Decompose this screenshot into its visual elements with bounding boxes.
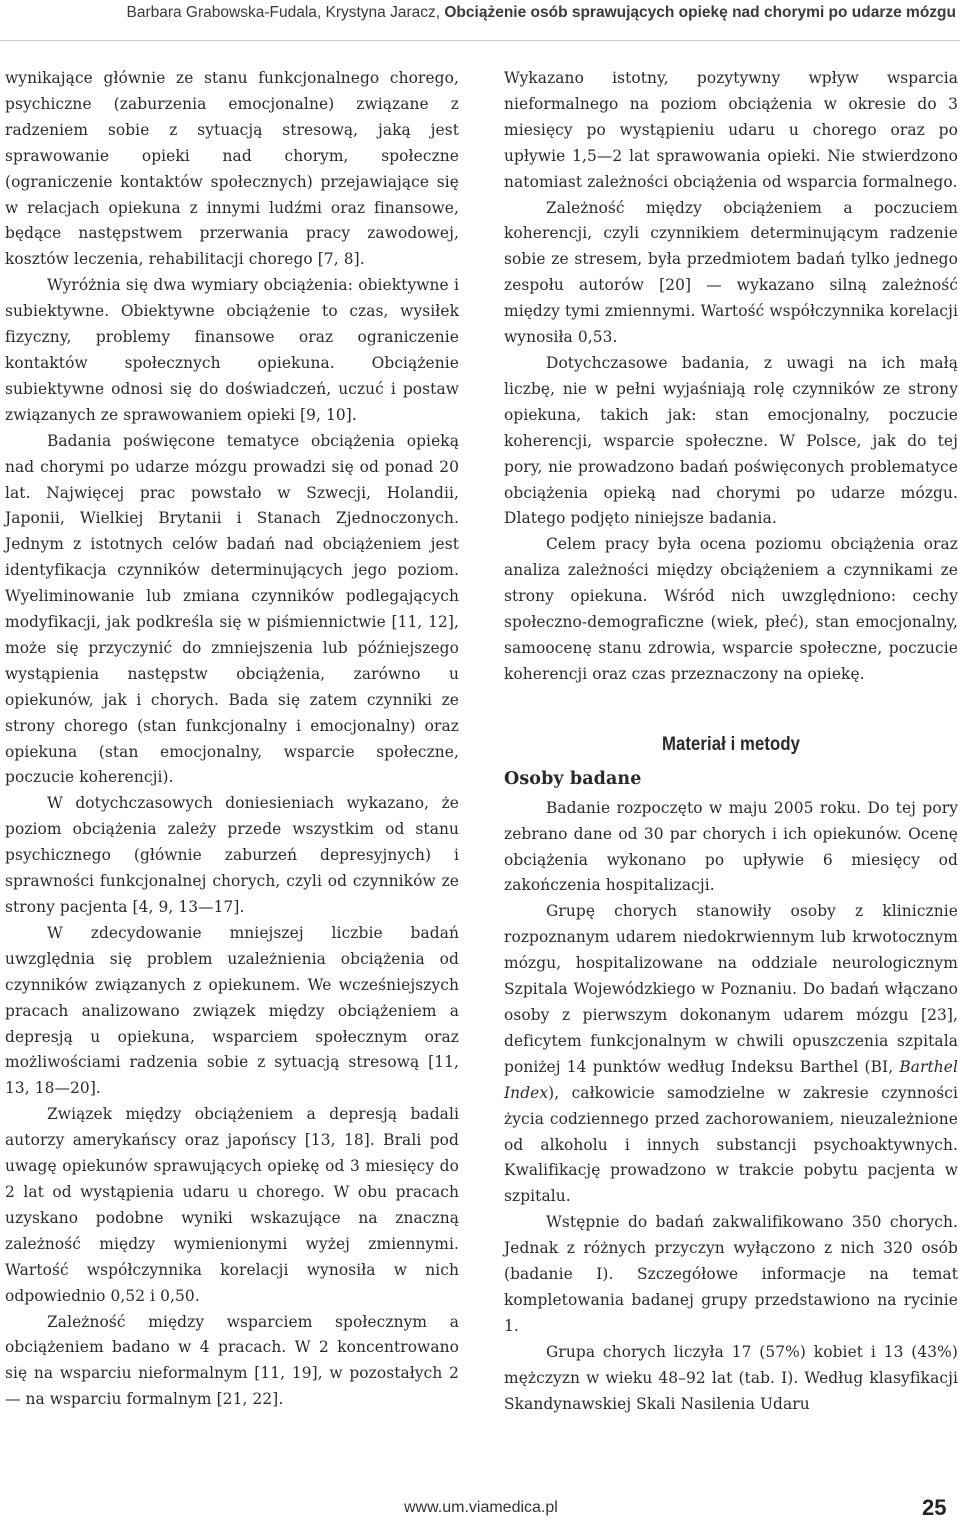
body-paragraph: Wstępnie do badań zakwalifikowano 350 chorych. Jednak z różnych przyczyn wyłączono z nich 320 osób (badanie I). Szczegółowe informacje na temat kompletowania badanej grupy przedstawiono na rycinie 1.: [504, 1213, 958, 1335]
footer-url: www.um.viamedica.pl: [404, 1499, 558, 1516]
running-head-authors: Barbara Grabowska-Fudala, Krystyna Jaracz,: [126, 4, 441, 21]
body-paragraph: Grupa chorych liczyła 17 (57%) kobiet i 13 (43%) mężczyzn w wieku 48–92 lat (tab. I). Według klasyfikacji Skandynawskiej Skali Nasilenia Udaru: [504, 1342, 958, 1413]
body-paragraph: Dotychczasowe badania, z uwagi na ich małą liczbę, nie w pełni wyjaśniają rolę czynników ze strony opiekuna, takich jak: stan emocjonalny, poczucie koherencji, wsparcie społeczne. W Polsce, jak do tej pory, nie prowadzono badań poświęconych problematyce obciążenia opieką nad chorymi po udarze mózgu. Dlatego podjęto niniejsze badania.: [504, 353, 958, 528]
body-paragraph: wynikające głównie ze stanu funkcjonalnego chorego, psychiczne (zaburzenia emocjonalne) związane z radzeniem sobie z sytuacją stresową, jaką jest sprawowanie opieki nad chorym, społeczne (ograniczenie kontaktów społecznych) przejawiające się w relacjach opiekuna z innymi ludźmi oraz finansowe, będące następstwem przerwania pracy zawodowej, kosztów leczenia, rehabilitacji chorego [7, 8].: [5, 69, 459, 269]
section-heading: Materiał i metody: [661, 733, 801, 755]
body-paragraph: Celem pracy była ocena poziomu obciążenia oraz analiza zależności między obciążeniem a czynnikami ze strony opiekuna. Wśród nich uwzględniono: cechy społeczno-demograficzne (wiek, płeć), stan emocjonalny, samoocenę stanu zdrowia, wsparcie społeczne, poczucie koherencji oraz czas przeznaczony na opiekę.: [504, 535, 958, 683]
right-column: [504, 66, 958, 1418]
running-head: [6, 4, 956, 22]
body-paragraph: Związek między obciążeniem a depresją badali autorzy amerykańscy oraz japońscy [13, 18]. Brali pod uwagę opiekunów sprawujących opiekę od 3 miesięcy do 2 lat od wystąpienia udaru u chorego. W obu pracach uzyskano podobne wyniki wskazujące na znaczną zależność między wymienionymi wyżej zmiennymi. Wartość współczynnika korelacji wynosiła w nich odpowiednio 0,52 i 0,50.: [5, 1105, 459, 1305]
body-paragraph: Zależność między wsparciem społecznym a obciążeniem badano w 4 pracach. W 2 koncentrowano się na wsparciu nieformalnym [11, 19], w pozostałych 2 — na wsparciu formalnym [21, 22].: [5, 1312, 459, 1409]
running-head-title: Obciążenie osób sprawujących opiekę nad chorymi po udarze mózgu: [444, 4, 956, 21]
body-paragraph: W dotychczasowych doniesieniach wykazano, że poziom obciążenia zależy przede wszystkim od stanu psychicznego (głównie zaburzeń depresyjnych) i sprawności funkcjonalnej chorych, czyli od czynników ze strony pacjenta [4, 9, 13—17].: [5, 794, 459, 916]
body-paragraph: Wyróżnia się dwa wymiary obciążenia: obiektywne i subiektywne. Obiektywne obciążenie to czas, wysiłek fizyczny, problemy finansowe oraz ograniczenie kontaktów społecznych opiekuna. Obciążenie subiektywne odnosi się do doświadczeń, uczuć i postaw związanych ze sprawowaniem opieki [9, 10].: [5, 276, 459, 424]
subsection-heading: Osoby badane: [504, 768, 642, 789]
header-divider: [0, 40, 960, 41]
page-number: 25: [922, 1495, 947, 1520]
body-paragraph: Badania poświęcone tematyce obciążenia opieką nad chorymi po udarze mózgu prowadzi się od ponad 20 lat. Najwięcej prac powstało w Szwecji, Holandii, Japonii, Wielkiej Brytanii i Stanach Zjednoczonych. Jednym z istotnych celów badań nad obciążeniem jest identyfikacja czynników determinujących jego poziom. Wyeliminowanie lub zmiana czynników podlegających modyfikacji, jak podkreśla się w piśmiennictwie [11, 12], może się przyczynić do zmniejszenia lub późniejszego wystąpienia następstw obciążenia, zarówno u opiekunów, jak i chorych. Bada się zatem czynniki ze strony chorego (stan funkcjonalny i emocjonalny) oraz opiekuna (stan emocjonalny, wsparcie społeczne, poczucie koherencji).: [5, 431, 459, 787]
body-paragraph: Badanie rozpoczęto w maju 2005 roku. Do tej pory zebrano dane od 30 par chorych i ich opiekunów. Ocenę obciążenia wykonano po upływie 6 miesięcy od zakończenia hospitalizacji.: [504, 798, 958, 895]
body-paragraph: Grupę chorych stanowiły osoby z klinicznie rozpoznanym udarem niedokrwiennym lub krwotocznym mózgu, hospitalizowane na oddziale neurologicznym Szpitala Wojewódzkiego w Poznaniu. Do badań włączano osoby z pierwszym dokonanym udarem mózgu [23], deficytem funkcjonalnym w chwili opuszczenia szpitala poniżej 14 punktów według Indeksu Barthel (BI, Barthel Index), całkowicie samodzielne w zakresie czynności życia codziennego przed zachorowaniem, nieuzależnione od alkoholu i innych substancji psychoaktywnych. Kwalifikację prowadzono w trakcie pobytu pacjenta w szpitalu.: [504, 902, 958, 1206]
body-paragraph: Zależność między obciążeniem a poczuciem koherencji, czyli czynnikiem determinującym radzenie sobie ze stresem, była przedmiotem badań tylko jednego zespołu autorów [20] — wykazano silną zależność między tymi zmiennymi. Wartość współczynnika korelacji wynosiła 0,53.: [504, 198, 958, 347]
body-paragraph: Wykazano istotny, pozytywny wpływ wsparcia nieformalnego na poziom obciążenia w okresie do 3 miesięcy po wystąpieniu udaru u chorego oraz po upływie 1,5—2 lat sprawowania opieki. Nie stwierdzono natomiast zależności obciążenia od wsparcia formalnego.: [504, 69, 958, 191]
left-column: [5, 66, 459, 1413]
body-paragraph: W zdecydowanie mniejszej liczbie badań uwzględnia się problem uzależnienia obciążenia od czynników związanych z opiekunem. We wcześniejszych pracach analizowano związek między obciążeniem a depresją u opiekuna, wsparciem społecznym oraz możliwościami radzenia sobie z sytuacją stresową [11, 13, 18—20].: [5, 923, 459, 1098]
